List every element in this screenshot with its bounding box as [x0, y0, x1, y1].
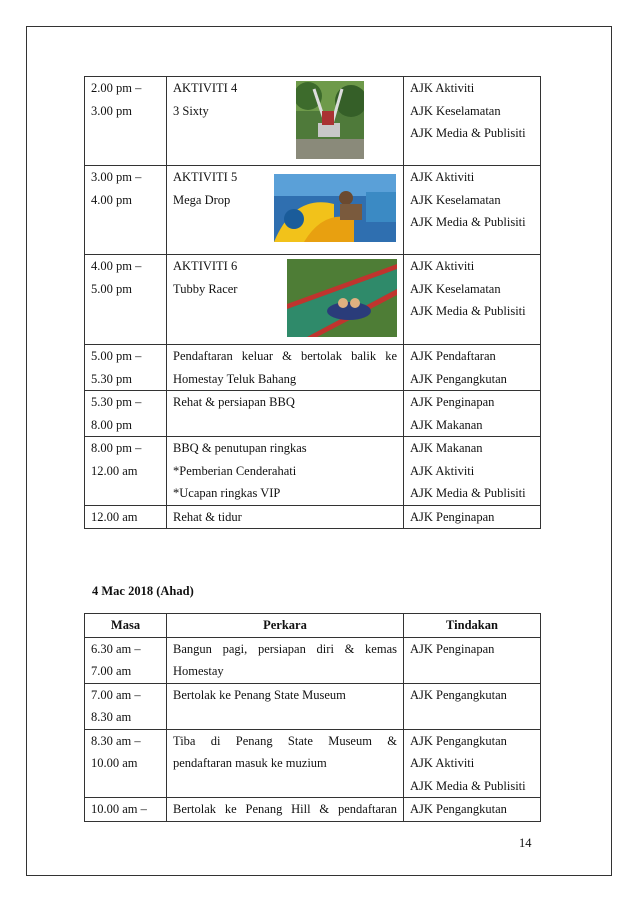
table-row: [85, 683, 541, 729]
activity-cell: Bangun pagi, persiapan diri & kemas Homestay: [167, 637, 404, 683]
time-cell: 7.00 am – 8.30 am: [85, 683, 167, 729]
column-header: Tindakan: [404, 614, 541, 638]
table-header-row: [85, 614, 541, 638]
table-row: [85, 166, 541, 255]
section-title: 4 Mac 2018 (Ahad): [92, 584, 194, 598]
action-cell: AJK Penginapan: [404, 505, 541, 529]
action-cell: AJK Pendaftaran AJK Pengangkutan: [404, 345, 541, 391]
activity-cell: Pendaftaran keluar & bertolak balik ke Homestay Teluk Bahang: [167, 345, 404, 391]
column-header: Perkara: [167, 614, 404, 638]
table-row: [85, 77, 541, 166]
activity-cell: BBQ & penutupan ringkas *Pemberian Cenderahati *Ucapan ringkas VIP: [167, 437, 404, 506]
table-row: [85, 255, 541, 345]
table-row: [85, 391, 541, 437]
time-cell: 8.00 pm – 12.00 am: [85, 437, 167, 506]
water-slide-photo: [274, 174, 396, 242]
activity-cell: AKTIVITI 5 Mega Drop: [167, 166, 404, 255]
time-cell: 2.00 pm – 3.00 pm: [85, 77, 167, 166]
time-cell: 4.00 pm – 5.00 pm: [85, 255, 167, 345]
page-number: 14: [519, 836, 532, 850]
activity-cell: Rehat & persiapan BBQ: [167, 391, 404, 437]
swing-ride-photo: [296, 81, 364, 159]
activity-cell: AKTIVITI 6 Tubby Racer: [167, 255, 404, 345]
action-cell: AJK Aktiviti AJK Keselamatan AJK Media & Publisiti: [404, 166, 541, 255]
action-cell: AJK Penginapan: [404, 637, 541, 683]
table-row: [85, 505, 541, 529]
action-cell: AJK Penginapan AJK Makanan: [404, 391, 541, 437]
action-cell: AJK Pengangkutan AJK Aktiviti AJK Media & Publisiti: [404, 729, 541, 798]
time-cell: 10.00 am –: [85, 798, 167, 822]
time-cell: 8.30 am – 10.00 am: [85, 729, 167, 798]
time-cell: 5.30 pm – 8.00 pm: [85, 391, 167, 437]
table-row: [85, 637, 541, 683]
table-row: [85, 437, 541, 506]
tube-racer-photo: [287, 259, 397, 337]
activity-cell: Rehat & tidur: [167, 505, 404, 529]
action-cell: AJK Aktiviti AJK Keselamatan AJK Media & Publisiti: [404, 255, 541, 345]
schedule-table-continued: [84, 76, 541, 529]
activity-cell: Bertolak ke Penang Hill & pendaftaran: [167, 798, 404, 822]
action-cell: AJK Makanan AJK Aktiviti AJK Media & Publisiti: [404, 437, 541, 506]
action-cell: AJK Pengangkutan: [404, 798, 541, 822]
activity-cell: Tiba di Penang State Museum & pendaftaran masuk ke muzium: [167, 729, 404, 798]
time-cell: 5.00 pm – 5.30 pm: [85, 345, 167, 391]
action-cell: AJK Pengangkutan: [404, 683, 541, 729]
table-row: [85, 798, 541, 822]
column-header: Masa: [85, 614, 167, 638]
time-cell: 6.30 am – 7.00 am: [85, 637, 167, 683]
activity-cell: Bertolak ke Penang State Museum: [167, 683, 404, 729]
action-cell: AJK Aktiviti AJK Keselamatan AJK Media & Publisiti: [404, 77, 541, 166]
activity-cell: AKTIVITI 4 3 Sixty: [167, 77, 404, 166]
time-cell: 3.00 pm – 4.00 pm: [85, 166, 167, 255]
table-row: [85, 345, 541, 391]
time-cell: 12.00 am: [85, 505, 167, 529]
table-row: [85, 729, 541, 798]
schedule-table-sunday: [84, 613, 541, 822]
